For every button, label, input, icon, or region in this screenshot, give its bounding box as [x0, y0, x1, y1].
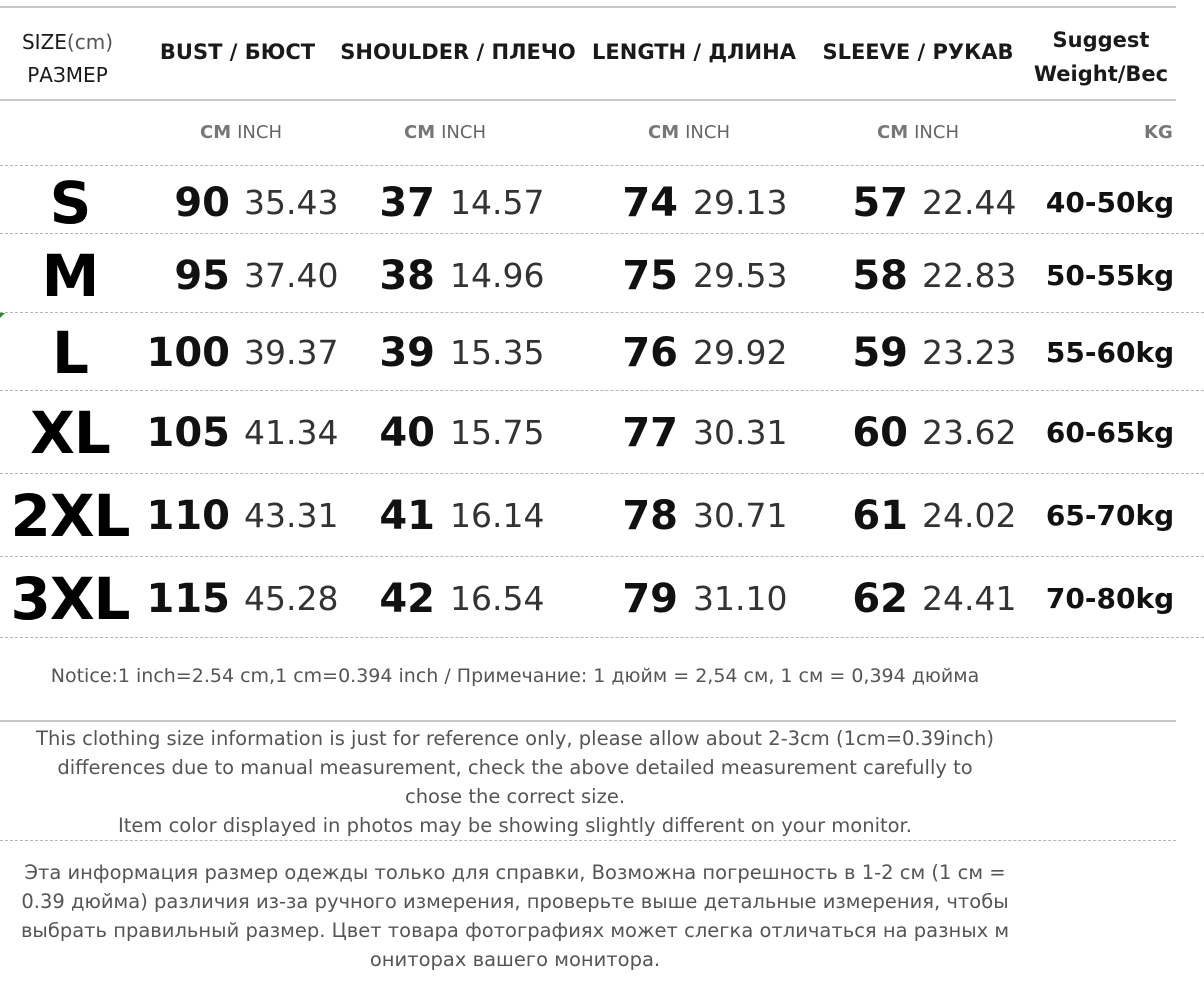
length-inch: 29.13 [693, 183, 788, 222]
shoulder-inch: 16.54 [450, 579, 545, 618]
bust-inch: 35.43 [244, 183, 339, 222]
weight-header [1026, 23, 1176, 91]
table-row [0, 477, 1204, 555]
weight-cell: 55-60kg [1045, 336, 1175, 369]
sleeve-inch: 23.62 [922, 413, 1017, 452]
sleeve-cm: 57 [852, 180, 908, 226]
size-label: SIZE [21, 30, 67, 54]
size-cell: L [52, 319, 88, 387]
sleeve-inch: 24.02 [922, 496, 1017, 535]
sleeve-inch: 22.44 [922, 183, 1017, 222]
sleeve-header: SLEEVE / РУКАВ [822, 40, 1014, 64]
size-cell: S [49, 169, 91, 237]
bust-cm: 110 [146, 493, 230, 539]
bust-inch: 43.31 [244, 496, 339, 535]
weight-header-line1: Suggest [1052, 28, 1150, 52]
sleeve-cm: 58 [852, 253, 908, 299]
length-inch: 29.92 [693, 333, 788, 372]
disclaimer-line: differences due to manual measurement, check the above detailed measurement carefully to [57, 756, 973, 779]
length-cm: 79 [622, 576, 678, 622]
cm-unit: CM [877, 122, 909, 143]
weight-cell: 70-80kg [1045, 582, 1175, 615]
sleeve-cm: 59 [852, 330, 908, 376]
shoulder-cm: 42 [379, 576, 435, 622]
size-label-ru: РАЗМЕР [27, 63, 108, 87]
bust-units [200, 122, 282, 143]
table-row [0, 314, 1204, 392]
row-divider [0, 556, 1204, 557]
row-divider [0, 637, 1204, 638]
shoulder-units [404, 122, 486, 143]
disclaimer-line: ониторах вашего монитора. [369, 948, 661, 971]
bust-cm: 105 [146, 410, 230, 456]
table-row [0, 560, 1204, 638]
shoulder-inch: 15.35 [450, 333, 545, 372]
sleeve-cm: 60 [852, 410, 908, 456]
shoulder-inch: 14.57 [450, 183, 545, 222]
disclaimer-line: Эта информация размер одежды только для справки, Возможна погрешность в 1-2 см (1 см = [24, 861, 1006, 884]
disclaimer-line: 0.39 дюйма) различия из-за ручного измерения, проверьте выше детальные измерения, чтобы [21, 890, 1009, 913]
inch-unit: INCH [685, 122, 731, 143]
shoulder-header: SHOULDER / ПЛЕЧО [340, 40, 576, 64]
length-cm: 75 [622, 253, 678, 299]
size-cell: XL [30, 399, 110, 467]
bust-inch: 41.34 [244, 413, 339, 452]
length-cm: 77 [622, 410, 678, 456]
shoulder-cm: 38 [379, 253, 435, 299]
weight-header-line2: Weight/Вес [1033, 62, 1169, 86]
top-divider [0, 6, 1176, 8]
table-row [0, 237, 1204, 315]
length-inch: 30.31 [693, 413, 788, 452]
bust-inch: 39.37 [244, 333, 339, 372]
table-row [0, 164, 1204, 242]
header-divider [0, 99, 1176, 101]
disclaimer-line: This clothing size information is just for reference only, please allow about 2-3cm (1cm=0.39inch) [36, 727, 994, 750]
shoulder-inch: 15.75 [450, 413, 545, 452]
bust-header: BUST / БЮСТ [159, 40, 316, 64]
cm-unit: CM [200, 122, 232, 143]
row-divider [0, 390, 1204, 391]
length-cm: 76 [622, 330, 678, 376]
length-header: LENGTH / ДЛИНА [592, 40, 796, 64]
bust-cm: 115 [146, 576, 230, 622]
disclaimer-english [0, 724, 1030, 840]
inch-unit: INCH [237, 122, 283, 143]
inch-unit: INCH [914, 122, 960, 143]
length-cm: 74 [622, 180, 678, 226]
disclaimer-russian [0, 858, 1030, 974]
bust-inch: 37.40 [244, 256, 339, 295]
sleeve-inch: 22.83 [922, 256, 1017, 295]
shoulder-cm: 40 [379, 410, 435, 456]
length-cm: 78 [622, 493, 678, 539]
sleeve-inch: 24.41 [922, 579, 1017, 618]
disclaimer-line: chose the correct size. [404, 785, 626, 808]
row-divider [0, 473, 1204, 474]
inch-unit: INCH [441, 122, 487, 143]
disclaimer-divider [0, 840, 1176, 841]
cm-unit: CM [404, 122, 436, 143]
sleeve-cm: 61 [852, 493, 908, 539]
bust-cm: 95 [174, 253, 230, 299]
size-column-header [10, 26, 125, 92]
cm-unit: CM [648, 122, 680, 143]
sleeve-units [877, 122, 959, 143]
disclaimer-line: выбрать правильный размер. Цвет товара фотографиях может слегка отличаться на разных м [20, 919, 1010, 942]
disclaimer-line: Item color displayed in photos may be showing slightly different on your monitor. [118, 814, 912, 837]
row-divider [0, 233, 1204, 234]
size-cell: 3XL [10, 565, 130, 633]
kg-unit: KG [1144, 122, 1173, 143]
conversion-notice: Notice:1 inch=2.54 cm,1 cm=0.394 inch / Примечание: 1 дюйм = 2,54 см, 1 см = 0,394 дюйма [50, 665, 980, 687]
length-inch: 29.53 [693, 256, 788, 295]
shoulder-cm: 41 [379, 493, 435, 539]
length-inch: 31.10 [693, 579, 788, 618]
bust-inch: 45.28 [244, 579, 339, 618]
weight-cell: 50-55kg [1045, 259, 1175, 292]
bust-cm: 90 [174, 180, 230, 226]
shoulder-cm: 39 [379, 330, 435, 376]
bust-cm: 100 [146, 330, 230, 376]
size-unit: (cm) [66, 30, 114, 54]
table-row [0, 394, 1204, 472]
shoulder-cm: 37 [379, 180, 435, 226]
size-cell: 2XL [10, 482, 130, 550]
shoulder-inch: 14.96 [450, 256, 545, 295]
sleeve-inch: 23.23 [922, 333, 1017, 372]
row-divider [0, 312, 1204, 313]
weight-cell: 65-70kg [1045, 499, 1175, 532]
sleeve-cm: 62 [852, 576, 908, 622]
notice-divider [0, 720, 1176, 722]
shoulder-inch: 16.14 [450, 496, 545, 535]
length-inch: 30.71 [693, 496, 788, 535]
weight-cell: 60-65kg [1045, 416, 1175, 449]
length-units [648, 122, 730, 143]
weight-cell: 40-50kg [1045, 186, 1175, 219]
size-cell: M [41, 242, 99, 310]
